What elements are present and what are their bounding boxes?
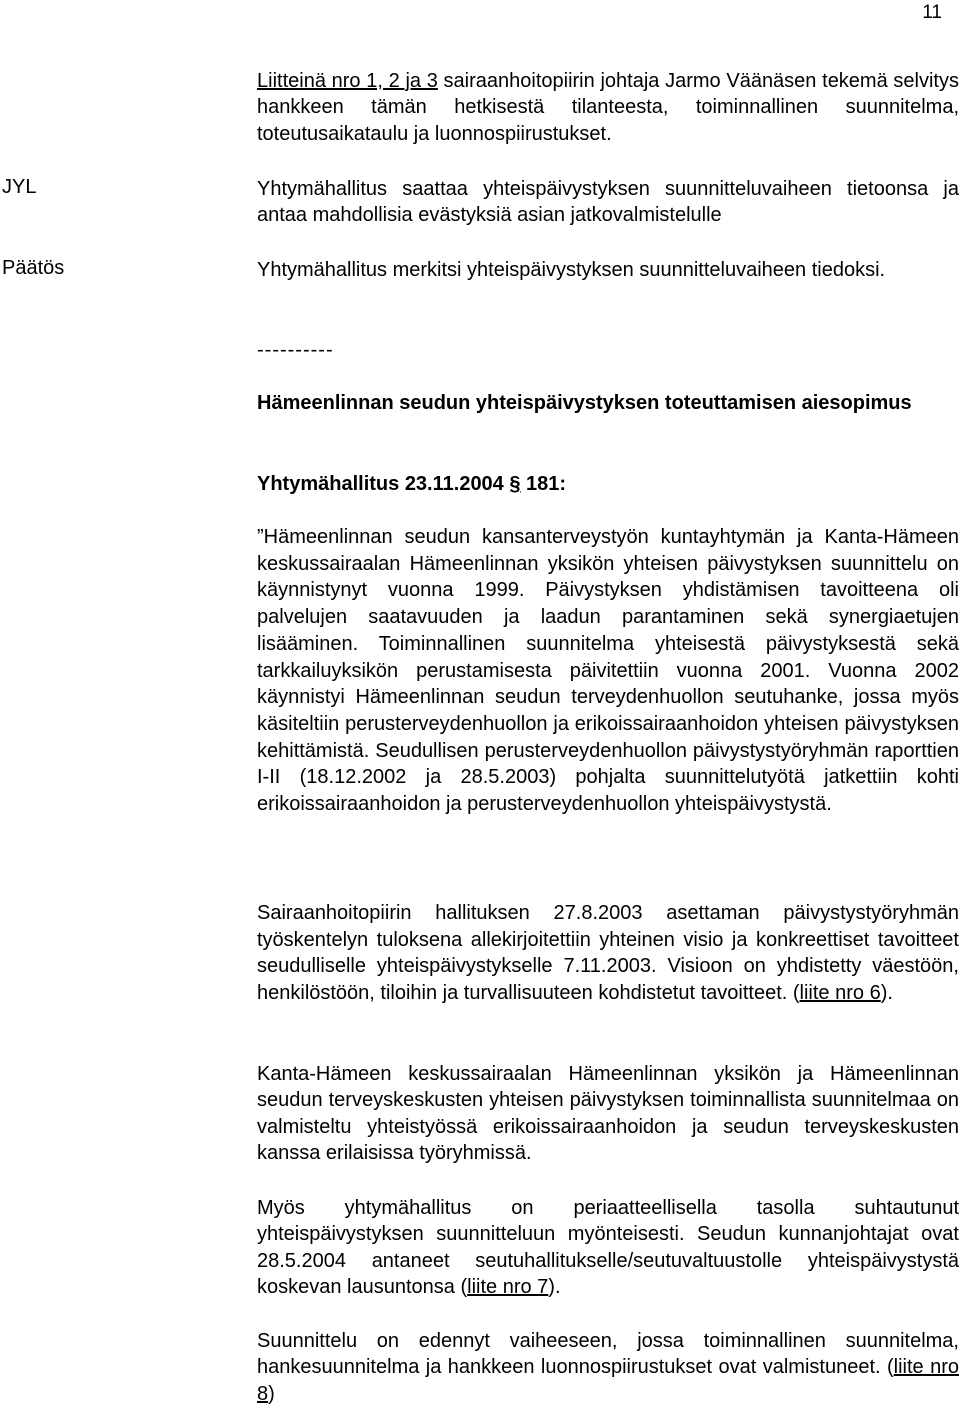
page-number: 11 xyxy=(922,2,942,23)
paragraph-5-end: ) xyxy=(268,1382,275,1405)
attachment-6-link[interactable]: liite nro 6 xyxy=(799,981,881,1004)
paragraph-4-end: ). xyxy=(548,1276,561,1299)
paatos-label: Päätös xyxy=(2,257,65,279)
paragraph-1: ”Hämeenlinnan seudun kansanterveystyön kuntayhtymän ja Kanta-Hämeen keskussairaalan Hämeenlinnan yksikön yhteisen päivystyksen suunnittelu on käynnistynyt vuonna 1999. Päivystyksen yhdistämisen tavoitteena oli palvelujen saatavuuden ja laadun parantaminen sekä synergiaetujen lisääminen. Toiminnallinen suunnitelma yhteisestä päivystyksestä sekä tarkkailuyksikön perustamisesta päivitettiin vuonna 2001. Vuonna 2002 käynnistyi Hämeenlinnan seudun terveydenhuollon seutuhanke, jossa myös käsiteltiin perusterveydenhuollon ja erikoissairaanhoidon yhteisen päivystyksen kehittämistä. Seudullisen perusterveydenhuollon päivystystyöryhmän raporttien I-II (18.12.2002 ja 28.5.2003) pohjalta suunnittelutyötä jatkettiin kohti erikoissairaanhoidon ja perusterveydenhuollon yhteispäivystystä. xyxy=(257,526,959,816)
intro-text: sairaanhoitopiirin johtaja Jarmo Väänäsen tekemä selvitys hankkeen tämän hetkisestä tilanteesta, toiminnallinen suunnitelma, toteutusaikataulu ja luonnospiirustukset. xyxy=(257,70,959,145)
separator: ---------- xyxy=(257,339,334,361)
jyl-label: JYL xyxy=(2,176,37,198)
paragraph-5-text: Suunnittelu on edennyt vaiheeseen, jossa toiminnallinen suunnitelma, hankesuunnitelma ja hankkeen luonnospiirustukset ovat valmistuneet. ( xyxy=(257,1330,959,1379)
attachment-7-link[interactable]: liite nro 7 xyxy=(467,1276,549,1299)
paragraph-4-text: Myös yhtymähallitus on periaatteellisella tasolla suhtautunut yhteispäivystyksen suunnitteluun myönteisesti. Seudun kunnanjohtajat ovat 28.5.2004 antaneet seutuhallitukselle/seutuvaltuustolle yhteispäivystystä koskevan lausuntonsa ( xyxy=(257,1197,959,1299)
attachment-8-link[interactable]: liite nro 8 xyxy=(257,1356,959,1405)
paatos-text: Yhtymähallitus merkitsi yhteispäivystyksen suunnitteluvaiheen tiedoksi. xyxy=(257,259,886,281)
paragraph-5 xyxy=(257,1328,959,1407)
paragraph-2-end: ). xyxy=(880,981,893,1004)
intro-paragraph xyxy=(257,68,959,147)
paragraph-2-text: Sairaanhoitopiirin hallituksen 27.8.2003 asettaman päivystystyöryhmän työskentelyn tuloksena allekirjoitettiin yhteinen visio ja konkreettiset tavoitteet seudulliselle yhteispäivystykselle 7.11.2003. Visioon on yhdistetty väestöön, henkilöstöön, tiloihin ja turvallisuuteen kohdistetut tavoitteet. ( xyxy=(257,902,959,1004)
paragraph-2 xyxy=(257,900,959,1006)
meeting-prefix: Yhtymähallitus 23.11.2004 xyxy=(257,473,510,495)
jyl-text: Yhtymähallitus saattaa yhteispäivystyksen suunnitteluvaiheen tietoonsa ja antaa mahdollisia evästyksiä asian jatkovalmistelulle xyxy=(257,178,959,227)
paragraph-4 xyxy=(257,1195,959,1301)
section-heading: Hämeenlinnan seudun yhteispäivystyksen toteuttamisen aiesopimus xyxy=(257,392,912,414)
paragraph-3: Kanta-Hämeen keskussairaalan Hämeenlinnan yksikön ja Hämeenlinnan seudun terveyskeskusten yhteisen päivystyksen toiminnallista suunnitelmaa on valmisteltu yhteistyössä erikoissairaanhoidon ja seudun terveyskeskusten kanssa erilaisissa työryhmissä. xyxy=(257,1063,959,1165)
attachments-link[interactable]: Liitteinä nro 1, 2 ja 3 xyxy=(257,70,438,92)
section-symbol: § xyxy=(509,473,521,495)
meeting-suffix: 181: xyxy=(520,473,567,495)
meeting-line xyxy=(257,471,959,497)
